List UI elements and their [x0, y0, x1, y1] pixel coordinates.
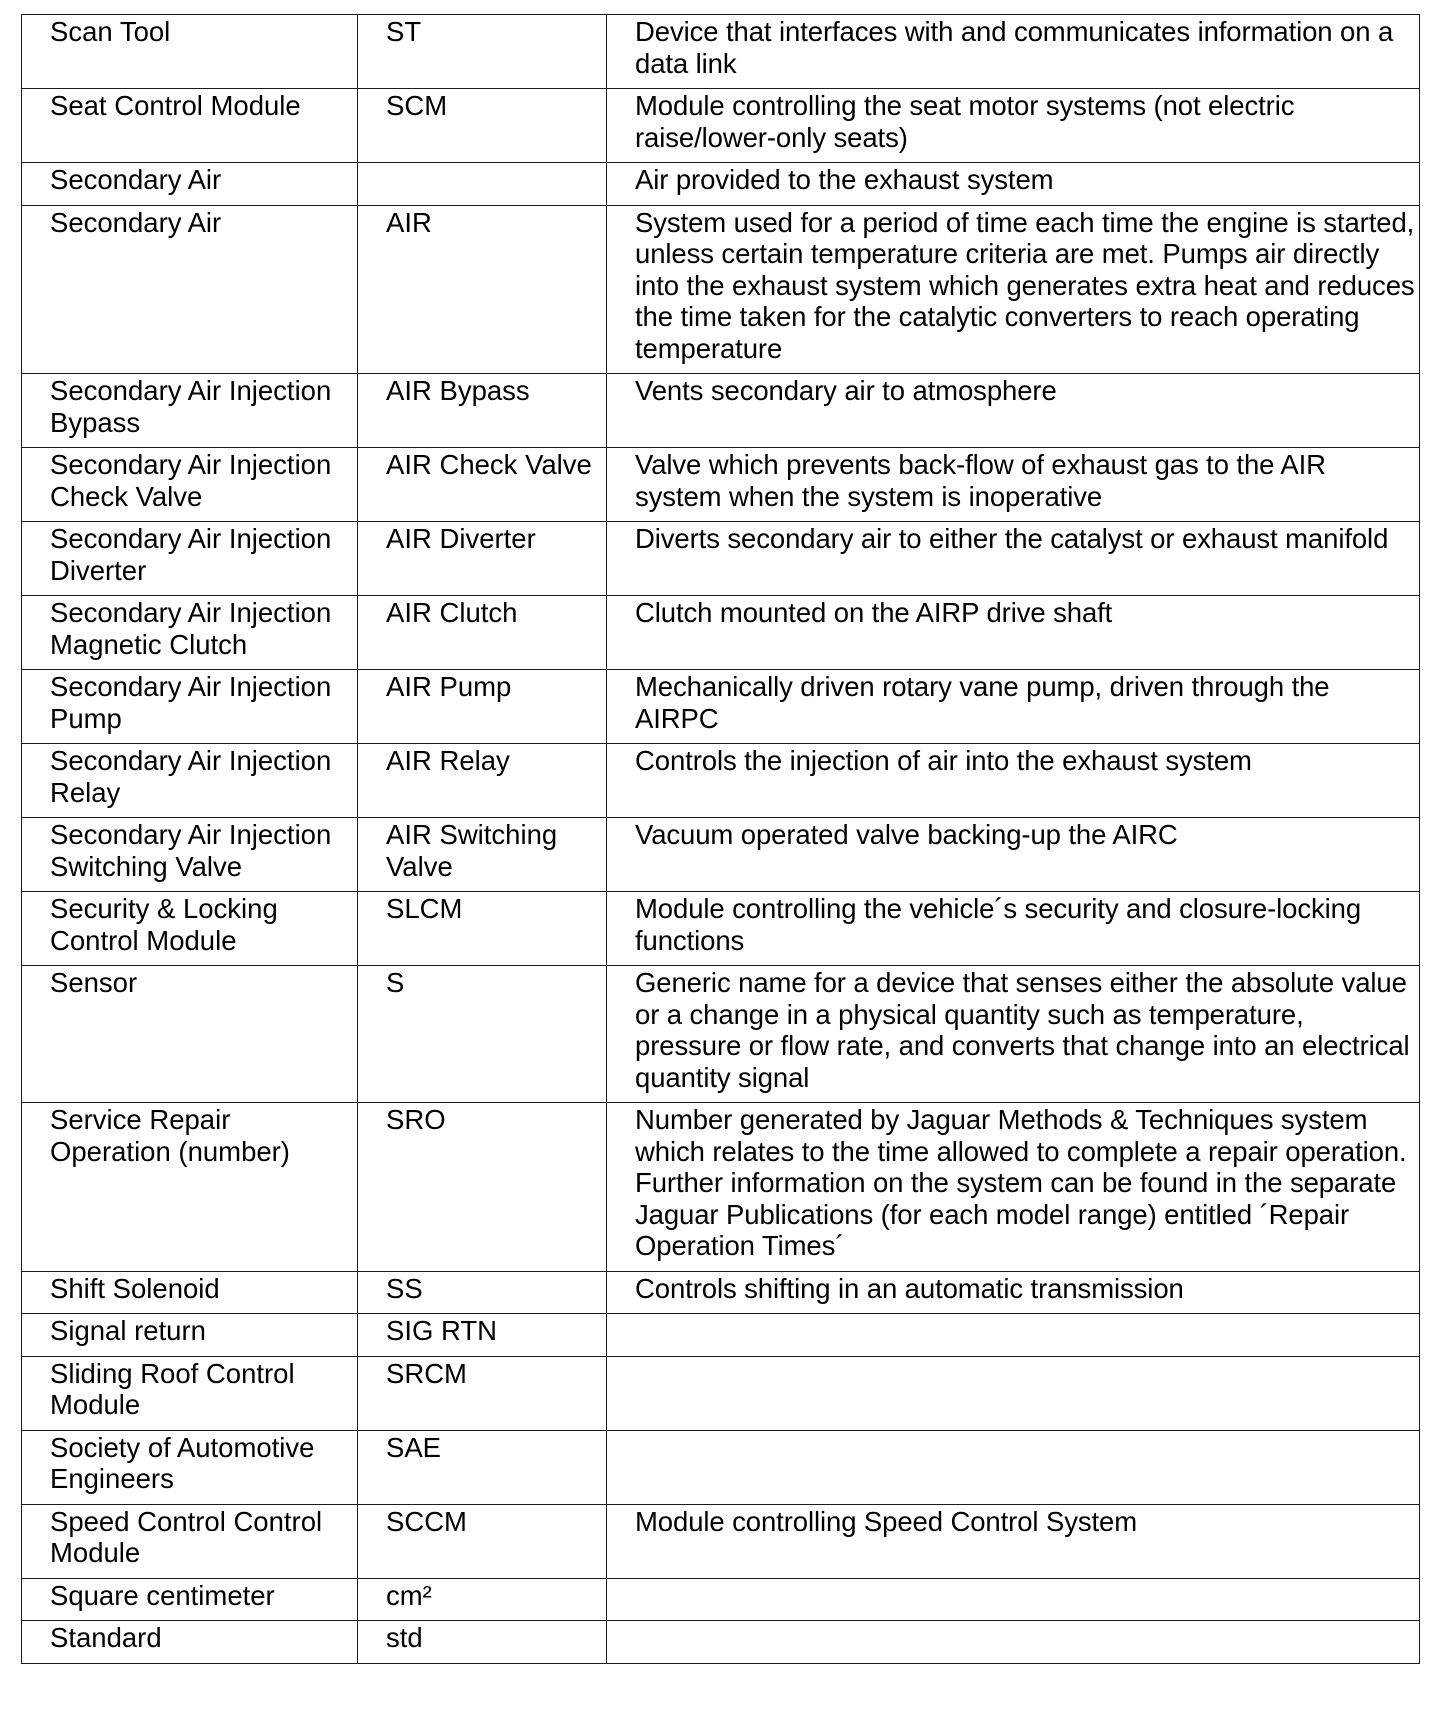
term-cell: [22, 670, 358, 744]
table-row: [22, 670, 1420, 744]
term-cell: [22, 1578, 358, 1621]
description-cell: [607, 670, 1420, 744]
term-cell: [22, 596, 358, 670]
abbreviation-cell-text: SCCM: [386, 1505, 467, 1537]
term-cell-text: Society of Automotive Engineers: [50, 1431, 315, 1494]
description-cell-text: Module controlling the vehicle´s security and closure-locking functions: [635, 893, 1362, 956]
description-cell: [607, 522, 1420, 596]
term-cell: [22, 744, 358, 818]
abbreviation-cell-text: SLCM: [386, 893, 463, 924]
description-cell: [607, 1621, 1420, 1664]
abbreviation-cell: [358, 818, 607, 892]
table-row: [22, 744, 1420, 818]
table-row: [22, 1314, 1420, 1357]
abbreviation-cell: [358, 1430, 607, 1504]
glossary-table: [21, 14, 1420, 1664]
abbreviation-cell-text: cm²: [386, 1579, 432, 1611]
term-cell-text: Service Repair Operation (number): [50, 1104, 290, 1167]
term-cell: [22, 1504, 358, 1578]
abbreviation-cell-text: SIG RTN: [386, 1315, 498, 1346]
abbreviation-cell: [358, 1356, 607, 1430]
term-cell: [22, 1103, 358, 1272]
table-row: [22, 15, 1420, 89]
term-cell: [22, 15, 358, 89]
table-row: [22, 374, 1420, 448]
description-cell-text: System used for a period of time each time the engine is started, unless certain temperature criteria are met. Pumps air directly into the exhaust system which generates extra heat and reduces the time taken for the catalytic converters to reach operating temperature: [635, 206, 1415, 364]
description-cell: [607, 596, 1420, 670]
description-cell-text: Controls shifting in an automatic transmission: [635, 1272, 1184, 1304]
term-cell-text: Security & Locking Control Module: [50, 893, 278, 956]
term-cell-text: Signal return: [50, 1315, 206, 1346]
description-cell-text: Vents secondary air to atmosphere: [635, 375, 1057, 406]
term-cell: [22, 1621, 358, 1664]
description-cell-text: Mechanically driven rotary vane pump, driven through the AIRPC: [635, 671, 1330, 734]
term-cell-text: Shift Solenoid: [50, 1272, 220, 1304]
term-cell-text: Secondary Air: [50, 164, 222, 195]
description-cell-text: Diverts secondary air to either the catalyst or exhaust manifold: [635, 523, 1389, 554]
abbreviation-cell-text: AIR Relay: [386, 745, 510, 776]
description-cell: [607, 1356, 1420, 1430]
description-cell: [607, 1314, 1420, 1357]
description-cell: [607, 744, 1420, 818]
term-cell-text: Speed Control Control Module: [50, 1505, 323, 1568]
abbreviation-cell: [358, 374, 607, 448]
table-row: [22, 1103, 1420, 1272]
term-cell: [22, 818, 358, 892]
table-row: [22, 818, 1420, 892]
description-cell: [607, 448, 1420, 522]
abbreviation-cell-text: S: [386, 967, 405, 998]
abbreviation-cell-text: SAE: [386, 1431, 442, 1463]
table-row: [22, 1578, 1420, 1621]
abbreviation-cell: [358, 205, 607, 374]
term-cell: [22, 892, 358, 966]
abbreviation-cell-text: SRO: [386, 1104, 446, 1135]
description-cell: [607, 1504, 1420, 1578]
abbreviation-cell: [358, 89, 607, 163]
abbreviation-cell-text: SS: [386, 1272, 423, 1304]
description-cell-text: Clutch mounted on the AIRP drive shaft: [635, 597, 1113, 628]
term-cell-text: Square centimeter: [50, 1579, 275, 1611]
description-cell: [607, 818, 1420, 892]
abbreviation-cell-text: SRCM: [386, 1357, 467, 1389]
table-row: [22, 892, 1420, 966]
abbreviation-cell-text: AIR Switching Valve: [386, 819, 558, 882]
glossary-table-body: [22, 15, 1420, 1664]
table-row: [22, 1430, 1420, 1504]
table-row: [22, 205, 1420, 374]
term-cell: [22, 1271, 358, 1314]
description-cell-text: Air provided to the exhaust system: [635, 164, 1054, 195]
description-cell: [607, 89, 1420, 163]
abbreviation-cell-text: AIR Bypass: [386, 375, 530, 406]
abbreviation-cell: [358, 744, 607, 818]
description-cell: [607, 1578, 1420, 1621]
table-row: [22, 163, 1420, 206]
abbreviation-cell: [358, 596, 607, 670]
description-cell-text: Valve which prevents back-flow of exhaust gas to the AIR system when the system is inoperative: [635, 449, 1326, 512]
abbreviation-cell: [358, 522, 607, 596]
term-cell-text: Seat Control Module: [50, 90, 301, 121]
abbreviation-cell: [358, 1314, 607, 1357]
description-cell: [607, 205, 1420, 374]
abbreviation-cell: [358, 1504, 607, 1578]
description-cell-text: Module controlling the seat motor systems (not electric raise/lower-only seats): [635, 90, 1295, 153]
term-cell-text: Secondary Air: [50, 206, 222, 238]
term-cell: [22, 1430, 358, 1504]
table-row: [22, 522, 1420, 596]
abbreviation-cell: [358, 670, 607, 744]
description-cell: [607, 163, 1420, 206]
description-cell: [607, 892, 1420, 966]
term-cell-text: Standard: [50, 1622, 162, 1653]
description-cell: [607, 1103, 1420, 1272]
term-cell-text: Sliding Roof Control Module: [50, 1357, 295, 1420]
abbreviation-cell: [358, 1271, 607, 1314]
table-row: [22, 1504, 1420, 1578]
term-cell: [22, 522, 358, 596]
term-cell: [22, 1356, 358, 1430]
term-cell: [22, 89, 358, 163]
abbreviation-cell-text: ST: [386, 16, 422, 47]
term-cell: [22, 163, 358, 206]
table-row: [22, 448, 1420, 522]
description-cell-text: Controls the injection of air into the exhaust system: [635, 745, 1252, 776]
abbreviation-cell: [358, 1103, 607, 1272]
description-cell-text: Number generated by Jaguar Methods & Techniques system which relates to the time allowed to complete a repair operation. Further information on the system can be found in the separate Jaguar Publications (for each model range) entitled ´Repair Operation Times´: [635, 1104, 1407, 1261]
abbreviation-cell: [358, 1578, 607, 1621]
term-cell: [22, 966, 358, 1103]
abbreviation-cell: [358, 892, 607, 966]
description-cell: [607, 966, 1420, 1103]
term-cell-text: Secondary Air Injection Diverter: [50, 523, 332, 586]
term-cell: [22, 205, 358, 374]
description-cell: [607, 1430, 1420, 1504]
term-cell-text: Sensor: [50, 967, 138, 998]
abbreviation-cell: [358, 966, 607, 1103]
term-cell-text: Scan Tool: [50, 16, 171, 47]
abbreviation-cell-text: AIR Diverter: [386, 523, 536, 554]
abbreviation-cell-text: AIR Clutch: [386, 597, 518, 628]
term-cell-text: Secondary Air Injection Relay: [50, 745, 332, 808]
abbreviation-cell-text: AIR Check Valve: [386, 449, 592, 480]
description-cell: [607, 15, 1420, 89]
table-row: [22, 596, 1420, 670]
description-cell-text: Module controlling Speed Control System: [635, 1505, 1138, 1537]
term-cell-text: Secondary Air Injection Check Valve: [50, 449, 332, 512]
abbreviation-cell-text: std: [386, 1622, 423, 1653]
table-row: [22, 1356, 1420, 1430]
table-row: [22, 966, 1420, 1103]
description-cell: [607, 1271, 1420, 1314]
abbreviation-cell: [358, 163, 607, 206]
term-cell: [22, 448, 358, 522]
table-row: [22, 1621, 1420, 1664]
description-cell-text: Generic name for a device that senses either the absolute value or a change in a physical quantity such as temperature, pressure or flow rate, and converts that change into an electrical quantity signal: [635, 967, 1410, 1093]
description-cell-text: Device that interfaces with and communicates information on a data link: [635, 16, 1394, 79]
table-row: [22, 1271, 1420, 1314]
term-cell-text: Secondary Air Injection Bypass: [50, 375, 332, 438]
description-cell-text: Vacuum operated valve backing-up the AIRC: [635, 819, 1178, 850]
description-cell: [607, 374, 1420, 448]
term-cell: [22, 374, 358, 448]
abbreviation-cell-text: AIR Pump: [386, 671, 512, 702]
term-cell: [22, 1314, 358, 1357]
term-cell-text: Secondary Air Injection Switching Valve: [50, 819, 332, 882]
abbreviation-cell: [358, 448, 607, 522]
term-cell-text: Secondary Air Injection Magnetic Clutch: [50, 597, 332, 660]
abbreviation-cell-text: SCM: [386, 90, 448, 121]
term-cell-text: Secondary Air Injection Pump: [50, 671, 332, 734]
table-row: [22, 89, 1420, 163]
abbreviation-cell: [358, 1621, 607, 1664]
abbreviation-cell-text: AIR: [386, 206, 432, 238]
abbreviation-cell: [358, 15, 607, 89]
